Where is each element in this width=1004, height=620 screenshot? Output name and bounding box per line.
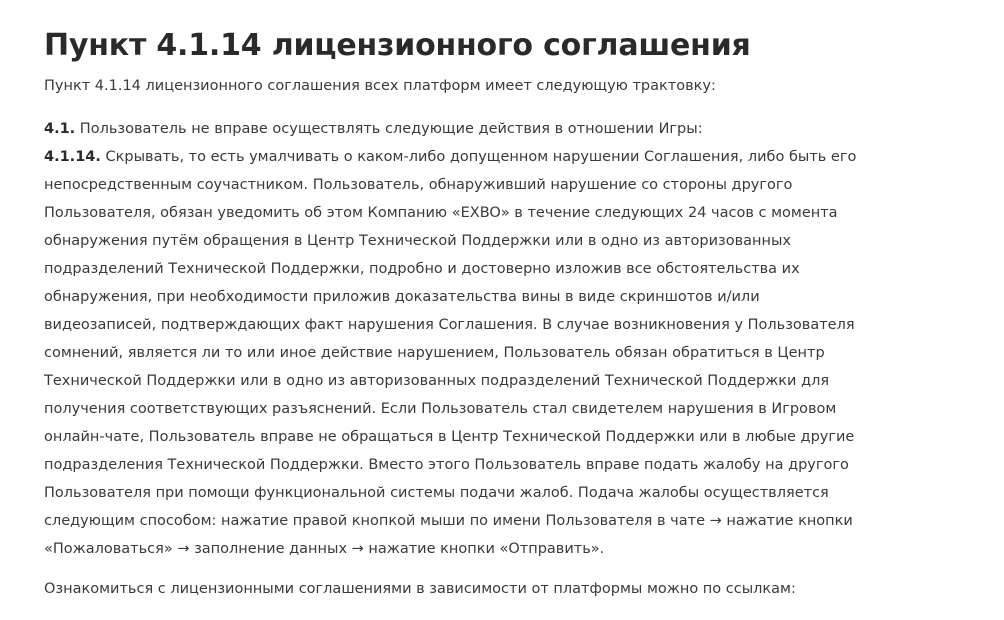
clause-4-1-14 xyxy=(44,143,874,563)
clause-block xyxy=(44,115,874,563)
clause-4-1-14-text: Скрывать, то есть умалчивать о каком-либо допущенном нарушении Соглашения, либо быть его непосредственным соучастником. Пользователь, обнаруживший нарушение со стороны другого Пользователя, обязан уведомить об этом Компанию «EXBO» в течение следующих 24 часов с момента обнаружения путём обращения в Центр Технической Поддержки или в одно из авторизованных подразделений Технической Поддержки, подробно и достоверно изложив все обстоятельства их обнаружения, при необходимости приложив доказательства вины в виде скриншотов и/или видеозаписей, подтверждающих факт нарушения Соглашения. В случае возникновения у Пользователя сомнений, является ли то или иное действие нарушением, Пользователь обязан обратиться в Центр Технической Поддержки или в одно из авторизованных подразделений Технической Поддержки для получения соответствующих разъяснений. Если Пользователь стал свидетелем нарушения в Игровом онлайн-чате, Пользователь вправе не обращаться в Центр Технической Поддержки или в любые другие подразделения Технической Поддержки. Вместо этого Пользователь вправе подать жалобу на другого Пользователя при помощи функциональной системы подачи жалоб. Подача жалобы осуществляется следующим способом: нажатие правой кнопкой мыши по имени Пользователя в чате → нажатие кнопки «Пожаловаться» → заполнение данных → нажатие кнопки «Отправить». xyxy=(44,149,857,557)
intro-paragraph: Пункт 4.1.14 лицензионного соглашения всех платформ имеет следующую трактовку: xyxy=(44,78,716,94)
clause-4-1 xyxy=(44,115,874,143)
clause-4-1-number: 4.1. xyxy=(44,121,76,137)
page-title: Пункт 4.1.14 лицензионного соглашения xyxy=(44,28,751,63)
outro-paragraph: Ознакомиться с лицензионными соглашениями в зависимости от платформы можно по ссылкам: xyxy=(44,581,796,597)
clause-4-1-text: Пользователь не вправе осуществлять следующие действия в отношении Игры: xyxy=(75,121,703,137)
clause-4-1-14-number: 4.1.14. xyxy=(44,149,101,165)
